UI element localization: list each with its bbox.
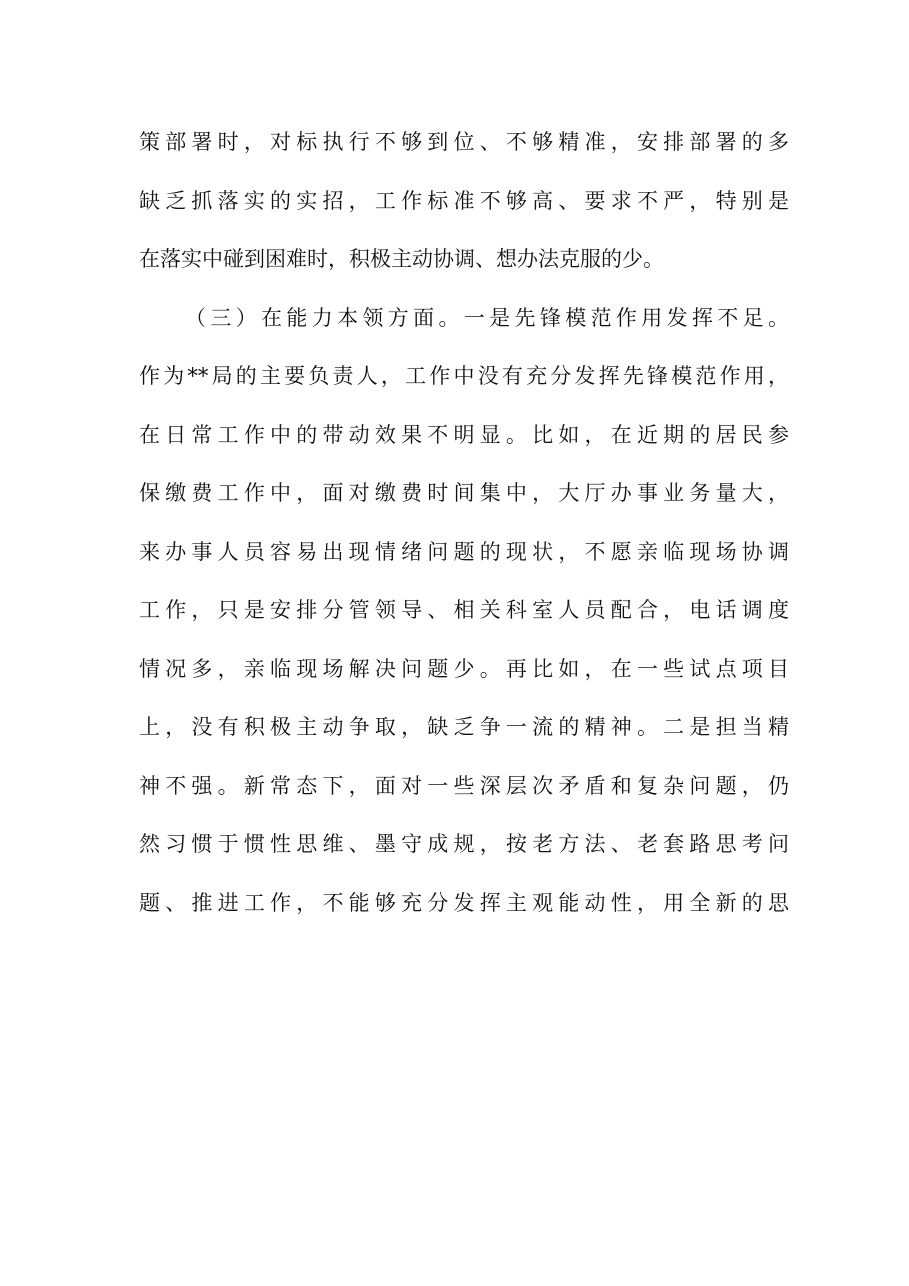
text-line: 策部署时，对标执行不够到位、不够精准，安排部署的多 bbox=[139, 130, 789, 154]
text-line: 来办事人员容易出现情绪问题的现状，不愿亲临现场协调 bbox=[139, 539, 789, 564]
text-line: 在日常工作中的带动效果不明显。比如，在近期的居民参 bbox=[139, 422, 789, 447]
section-heading-line: （三）在能力本领方面。一是先锋模范作用发挥不足。 bbox=[185, 305, 789, 330]
text-line: 缺乏抓落实的实招，工作标准不够高、要求不严，特别是 bbox=[139, 188, 789, 213]
text-line: 工作，只是安排分管领导、相关科室人员配合，电话调度 bbox=[139, 598, 789, 622]
document-body bbox=[139, 120, 789, 939]
text-line: 作为**局的主要负责人，工作中没有充分发挥先锋模范作用， bbox=[139, 364, 789, 388]
text-line: 然习惯于惯性思维、墨守成规，按老方法、老套路思考问 bbox=[139, 832, 789, 856]
text-line: 神不强。新常态下，面对一些深层次矛盾和复杂问题，仍 bbox=[139, 773, 789, 798]
text-line: 情况多，亲临现场解决问题少。再比如，在一些试点项目 bbox=[139, 656, 789, 681]
text-line: 保缴费工作中，面对缴费时间集中，大厅办事业务量大， bbox=[139, 481, 789, 505]
text-line: 题、推进工作，不能够充分发挥主观能动性，用全新的思 bbox=[139, 890, 789, 915]
text-line: 在落实中碰到困难时，积极主动协调、想办法克服的少。 bbox=[139, 247, 664, 271]
text-line: 上，没有积极主动争取，缺乏争一流的精神。二是担当精 bbox=[139, 715, 789, 739]
